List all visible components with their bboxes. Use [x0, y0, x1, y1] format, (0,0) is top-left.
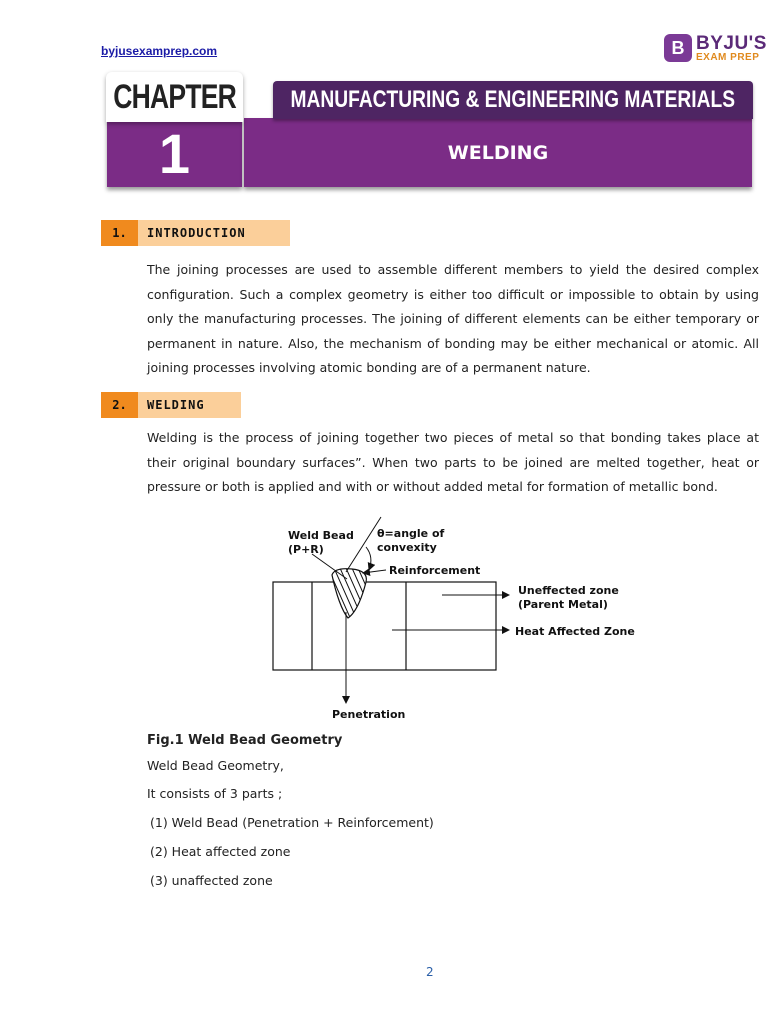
section-number: 2. — [101, 392, 138, 418]
logo-badge-icon: B — [664, 34, 692, 62]
section-heading-welding — [101, 392, 241, 418]
section-heading-introduction — [101, 220, 290, 246]
section-title: INTRODUCTION — [138, 220, 290, 246]
subject-title: MANUFACTURING & ENGINEERING MATERIALS — [290, 86, 736, 113]
label-heat-affected-zone: Heat Affected Zone — [515, 625, 635, 638]
byjus-logo — [664, 33, 767, 63]
reinforcement-arrow — [363, 570, 386, 573]
label-angle: θ=angle of — [377, 527, 445, 540]
label-weld-bead: Weld Bead — [288, 529, 354, 542]
label-unaffected-zone: Uneffected zone — [518, 584, 619, 597]
weld-bead-diagram — [262, 512, 662, 727]
bead-leader-line — [312, 554, 347, 579]
list-item: (1) Weld Bead (Penetration + Reinforcement) — [150, 815, 434, 830]
weld-bead-geometry-line: Weld Bead Geometry, — [147, 758, 284, 773]
weld-bead-shape — [328, 568, 382, 622]
page-number: 2 — [426, 965, 434, 979]
label-convexity: convexity — [377, 541, 437, 554]
topic-title: WELDING — [244, 118, 752, 187]
introduction-paragraph: The joining processes are used to assemble different members to yield the desired complex configuration. Such a complex geometry is either too difficult or impossible to obtain by using only the manufacturing processes. The joining of different elements can be either temporary or permanent in nature. Also, the mechanism of bonding may be either mechanical or atomic. All joining processes involving atomic bonding are of a permanent nature. — [147, 262, 759, 375]
chapter-number: 1 — [107, 120, 242, 187]
label-reinforcement: Reinforcement — [389, 564, 481, 577]
chapter-label-card — [106, 72, 243, 122]
figure-caption: Fig.1 Weld Bead Geometry — [147, 733, 343, 748]
logo-sub-text: EXAM PREP — [696, 51, 760, 63]
consists-line: It consists of 3 parts ; — [147, 786, 283, 801]
section-title: WELDING — [138, 392, 241, 418]
label-penetration: Penetration — [332, 708, 406, 721]
section-number: 1. — [101, 220, 138, 246]
logo-main-text: BYJU'S — [696, 32, 767, 54]
list-item: (2) Heat affected zone — [150, 844, 291, 859]
convexity-arc — [366, 547, 371, 570]
site-link[interactable]: byjusexamprep.com — [101, 44, 218, 58]
chapter-word: CHAPTER — [113, 77, 236, 116]
label-weld-bead-pr: (P+R) — [288, 543, 324, 556]
list-item: (3) unaffected zone — [150, 873, 273, 888]
welding-paragraph: Welding is the process of joining together two pieces of metal so that bonding takes place at their original boundary surfaces”. When two parts to be joined are melted together, heat or pressure or both is applied and with or without added metal for formation of metallic bond. — [147, 430, 759, 494]
label-parent-metal: (Parent Metal) — [518, 598, 608, 611]
subject-banner — [273, 81, 753, 119]
convexity-line — [346, 517, 381, 572]
